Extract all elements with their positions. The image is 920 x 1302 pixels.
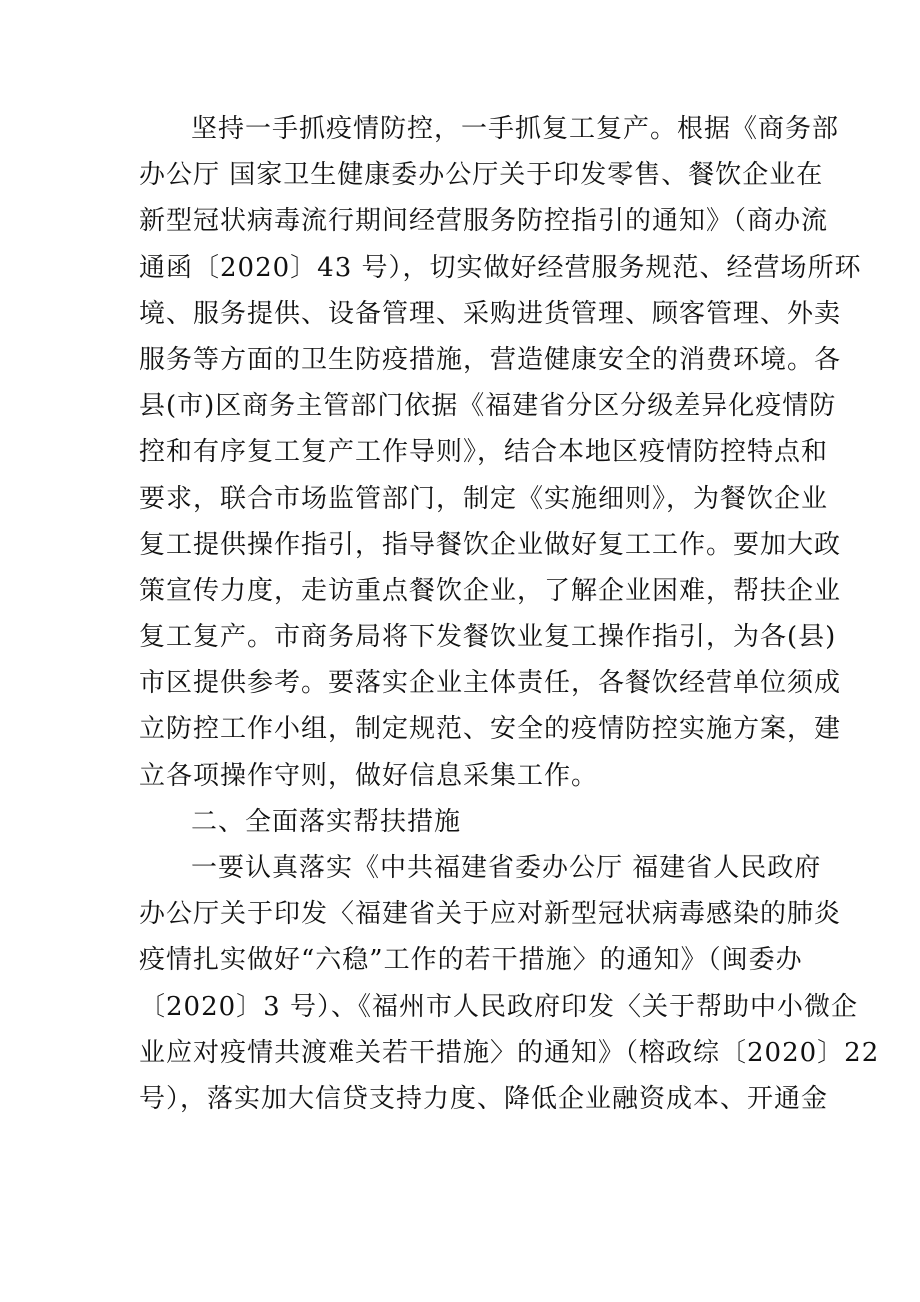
paragraph-line: 境、服务提供、设备管理、采购进货管理、顾客管理、外卖 (139, 298, 842, 329)
paragraph-line: 市区提供参考。要落实企业主体责任，各餐饮经营单位须成 (139, 668, 842, 699)
paragraph-line: 立各项操作守则，做好信息采集工作。 (139, 760, 599, 791)
paragraph-line: 号），落实加大信贷支持力度、降低企业融资成本、开通金 (139, 1083, 829, 1114)
paragraph-line: 策宣传力度，走访重点餐饮企业，了解企业困难，帮扶企业 (139, 575, 842, 606)
paragraph-line: 通函〔2020〕43 号），切实做好经营服务规范、经营场所环 (139, 252, 862, 283)
paragraph-line: 控和有序复工复产工作导则》，结合本地区疫情防控特点和 (139, 437, 829, 468)
paragraph-line: 办公厅 国家卫生健康委办公厅关于印发零售、餐饮企业在 (139, 160, 824, 191)
paragraph-line: 立防控工作小组，制定规范、安全的疫情防控实施方案，建 (139, 714, 842, 745)
paragraph-line: 业应对疫情共渡难关若干措施〉的通知》（榕政综〔2020〕22 (139, 1037, 880, 1068)
paragraph-line: 一要认真落实《中共福建省委办公厅 福建省人民政府 (191, 853, 822, 883)
paragraph-line: 复工复产。市商务局将下发餐饮业复工操作指引，为各(县) (139, 622, 837, 653)
document-body (139, 106, 880, 1122)
paragraph-line: 办公厅关于印发〈福建省关于应对新型冠状病毒感染的肺炎 (139, 899, 842, 930)
paragraph-line: 县(市)区商务主管部门依据《福建省分区分级差异化疫情防 (139, 391, 837, 422)
paragraph-line: 疫情扎实做好“六稳”工作的若干措施〉的通知》（闽委办 (139, 945, 803, 976)
paragraph-line: 要求，联合市场监管部门，制定《实施细则》，为餐饮企业 (139, 483, 829, 514)
paragraph-line: 复工提供操作指引，指导餐饮企业做好复工工作。要加大政 (139, 529, 842, 560)
paragraph-line: 坚持一手抓疫情防控，一手抓复工复产。根据《商务部 (191, 114, 840, 144)
paragraph-line: 新型冠状病毒流行期间经营服务防控指引的通知》（商办流 (139, 206, 829, 237)
section-heading: 二、全面落实帮扶措施 (191, 806, 462, 837)
paragraph-line: 服务等方面的卫生防疫措施，营造健康安全的消费环境。各 (139, 344, 842, 375)
paragraph-line: 〔2020〕3 号）、《福州市人民政府印发〈关于帮助中小微企 (139, 991, 858, 1022)
